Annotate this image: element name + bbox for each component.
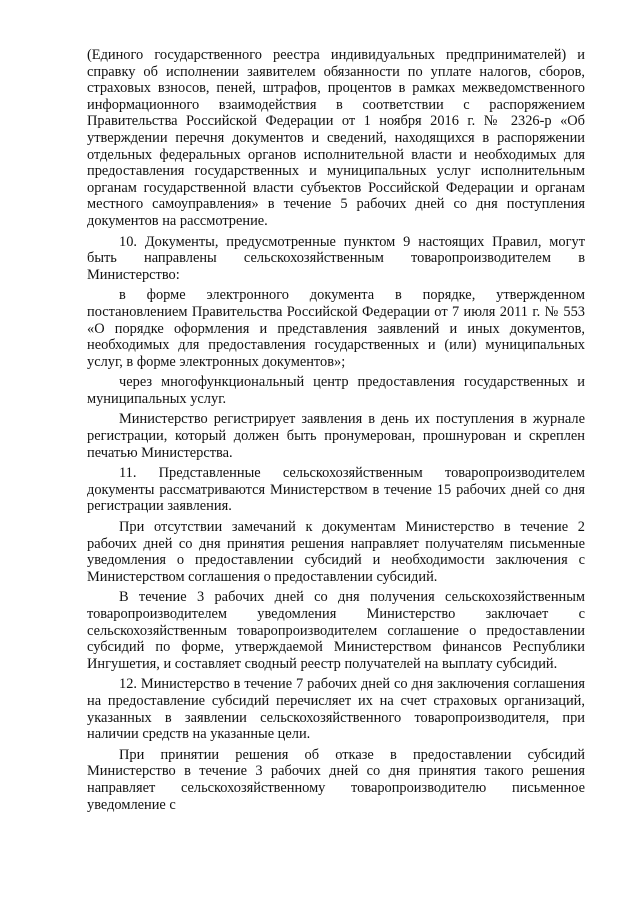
paragraph-item-10: 10. Документы, предусмотренные пунктом 9 настоящих Правил, могут быть направлены сельскохозяйственным товаропроизводителем в Министерство: [87, 233, 585, 283]
paragraph-item-11: 11. Представленные сельскохозяйственным товаропроизводителем документы рассматриваются Министерством в течение 15 рабочих дней со дня регистрации заявления. [87, 465, 585, 515]
paragraph-mfc: через многофункциональный центр предоставления государственных и муниципальных услуг. [87, 374, 585, 407]
paragraph-notification: При отсутствии замечаний к документам Министерство в течение 2 рабочих дней со дня принятия решения направляет получателям письменные уведомления о предоставлении субсидий и необходимости заключения с Министерством соглашения о предоставлении субсидий. [87, 519, 585, 585]
paragraph-agreement: В течение 3 рабочих дней со дня получения сельскохозяйственным товаропроизводителем уведомления Министерство заключает с сельскохозяйственным товаропроизводителем соглашение о предоставлении субсидий по форме, утверждаемой Министерством финансов Республики Ингушетия, и составляет сводный реестр получателей на выплату субсидий. [87, 589, 585, 672]
paragraph-refusal: При принятии решения об отказе в предоставлении субсидий Министерство в течение 3 рабочих дней со дня принятия такого решения направляет сельскохозяйственному товаропроизводителю письменное уведомление с [87, 746, 585, 813]
paragraph-electronic-form: в форме электронного документа в порядке, утвержденном постановлением Правительства Российской Федерации от 7 июля 2011 г. № 553 «О порядке оформления и представления заявлений и иных документов, необходимых для предоставления государственных и (или) муниципальных услуг, в форме электронных документов»; [87, 287, 585, 370]
paragraph-registration: Министерство регистрирует заявления в день их поступления в журнале регистрации, который должен быть пронумерован, прошнурован и скреплен печатью Министерства. [87, 411, 585, 461]
paragraph-continuation: (Единого государственного реестра индивидуальных предпринимателей) и справку об исполнении заявителем обязанности по уплате налогов, сборов, страховых взносов, пеней, штрафов, процентов в рамках межведомственного информационного взаимодействия в соответствии с распоряжением Правительства Российской Федерации от 1 ноября 2016 г. № 2326-р «Об утверждении перечня документов и сведений, находящихся в распоряжении отдельных федеральных органов исполнительной власти и необходимых для предоставления государственных и муниципальных услуг исполнительным органам государственной власти субъектов Российской Федерации и органам местного самоуправления» в течение 5 рабочих дней со дня поступления документов на рассмотрение. [87, 47, 585, 229]
paragraph-item-12: 12. Министерство в течение 7 рабочих дней со дня заключения соглашения на предоставление субсидий перечисляет их на счет страховых организаций, указанных в заявлении сельскохозяйственного товаропроизводителя, при наличии средств на указанные цели. [87, 676, 585, 743]
document-body [87, 47, 585, 817]
